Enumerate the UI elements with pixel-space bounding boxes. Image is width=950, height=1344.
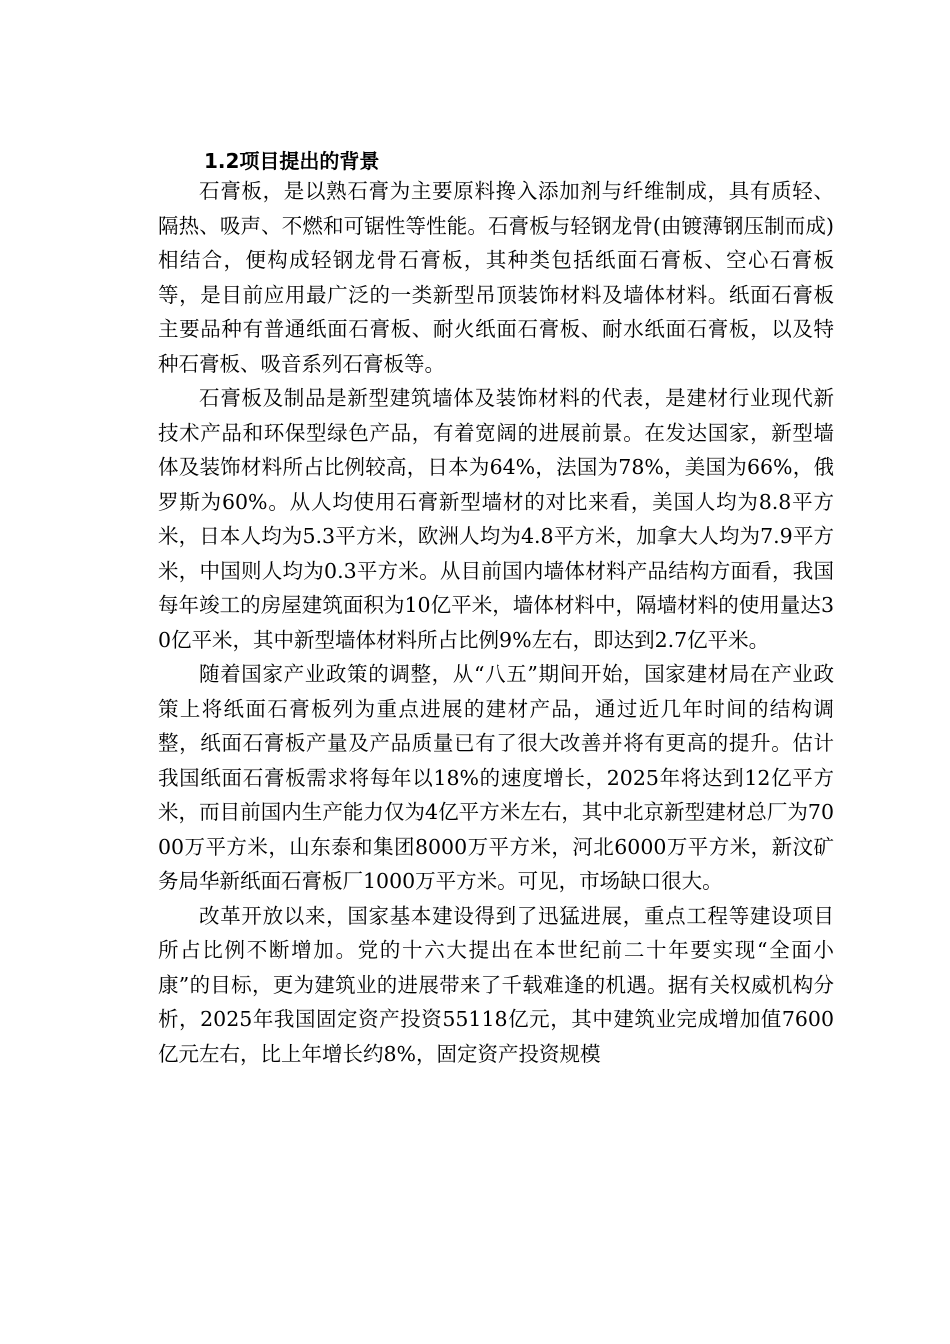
- document-body: [158, 148, 834, 1071]
- section-heading: 1.2项目提出的背景: [204, 149, 380, 173]
- paragraph-gypsum-board-definition: 石膏板，是以熟石膏为主要原料搀入添加剂与纤维制成，具有质轻、隔热、吸声、不燃和可锯性等性能。石膏板与轻钢龙骨(由镀薄钢压制而成)相结合，便构成轻钢龙骨石膏板，其种类包括纸面石膏板、空心石膏板等，是目前应用最广泛的一类新型吊顶装饰材料及墙体材料。纸面石膏板主要品种有普通纸面石膏板、耐火纸面石膏板、耐水纸面石膏板，以及特种石膏板、吸音系列石膏板等。: [158, 179, 834, 376]
- paragraph-market-comparison: 石膏板及制品是新型建筑墙体及装饰材料的代表，是建材行业现代新技术产品和环保型绿色产品，有着宽阔的进展前景。在发达国家，新型墙体及装饰材料所占比例较高，日本为64%，法国为78%，美国为66%，俄罗斯为60%。从人均使用石膏新型墙材的对比来看，美国人均为8.8平方米，日本人均为5.3平方米，欧洲人均为4.8平方米，加拿大人均为7.9平方米，中国则人均为0.3平方米。从目前国内墙体材料产品结构方面看，我国每年竣工的房屋建筑面积为10亿平米，墙体材料中，隔墙材料的使用量达30亿平米，其中新型墙体材料所占比例9%左右，即达到2.7亿平米。: [158, 386, 834, 652]
- paragraph-industry-policy: 随着国家产业政策的调整，从“八五”期间开始，国家建材局在产业政策上将纸面石膏板列为重点进展的建材产品，通过近几年时间的结构调整，纸面石膏板产量及产品质量已有了很大改善并将有更高的提升。估计我国纸面石膏板需求将每年以18%的速度增长，2025年将达到12亿平方米，而目前国内生产能力仅为4亿平方米左右，其中北京新型建材总厂为7000万平方米，山东泰和集团8000万平方米，河北6000万平方米，新汶矿务局华新纸面石膏板厂1000万平方米。可见，市场缺口很大。: [158, 662, 834, 893]
- paragraph-construction-investment: 改革开放以来，国家基本建设得到了迅猛进展，重点工程等建设项目所占比例不断增加。党的十六大提出在本世纪前二十年要实现“全面小康”的目标，更为建筑业的进展带来了千载难逢的机遇。据有关权威机构分析，2025年我国固定资产投资55118亿元，其中建筑业完成增加值7600亿元左右，比上年增长约8%，固定资产投资规模: [158, 903, 834, 1066]
